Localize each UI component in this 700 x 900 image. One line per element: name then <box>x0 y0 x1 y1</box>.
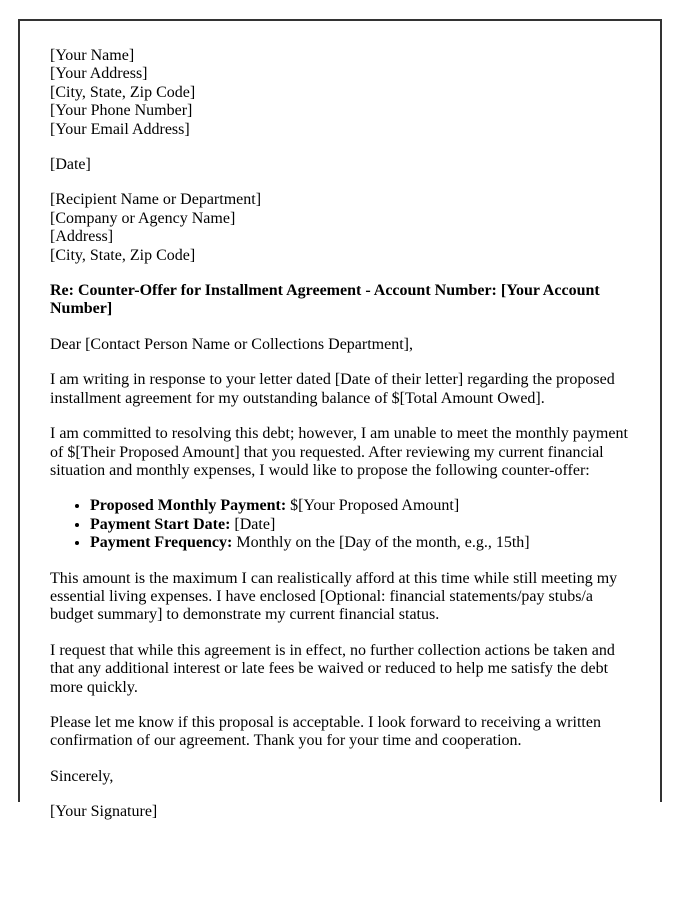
recipient-company: [Company or Agency Name] <box>50 209 236 227</box>
paragraph-intro: I am writing in response to your letter dated [Date of their letter] regarding the proposed installment agreement for my outstanding balance of $[Total Amount Owed]. <box>50 371 615 407</box>
letter-date: [Date] <box>50 156 91 174</box>
recipient-name: [Recipient Name or Department] <box>50 191 262 209</box>
sender-address-block <box>50 47 632 139</box>
term-label: Payment Frequency: <box>90 534 233 552</box>
term-payment-frequency <box>90 534 632 552</box>
recipient-city-state-zip: [City, State, Zip Code] <box>50 246 196 264</box>
sender-phone: [Your Phone Number] <box>50 102 193 120</box>
term-label: Proposed Monthly Payment: <box>90 497 287 515</box>
paragraph-commitment: I am committed to resolving this debt; however, I am unable to meet the monthly payment of $[Their Proposed Amount] that you requested. After reviewing my current financial situation and monthly expenses, I would like to propose the following counter-offer: <box>50 425 628 479</box>
letter-document <box>18 19 662 821</box>
signoff: Sincerely, <box>50 767 114 785</box>
term-value: [Date] <box>230 515 276 533</box>
paragraph-closing: Please let me know if this proposal is acceptable. I look forward to receiving a written confirmation of our agreement. Thank you for your time and cooperation. <box>50 713 601 750</box>
term-label: Payment Start Date: <box>90 515 231 533</box>
recipient-address: [Address] <box>50 228 114 246</box>
salutation: Dear [Contact Person Name or Collections Department], <box>50 335 413 353</box>
sender-address: [Your Address] <box>50 65 148 83</box>
recipient-address-block <box>50 191 632 265</box>
paragraph-request: I request that while this agreement is in effect, no further collection actions be taken and that any additional interest or late fees be waived or reduced to help me satisfy the debt more quickly. <box>50 641 615 696</box>
term-value: Monthly on the [Day of the month, e.g., 15th] <box>232 534 530 552</box>
counter-offer-terms-list <box>50 497 632 552</box>
term-payment-start-date <box>90 516 632 534</box>
subject-line: Re: Counter-Offer for Installment Agreement - Account Number: [Your Account Number] <box>50 282 600 318</box>
sender-name: [Your Name] <box>50 47 135 64</box>
term-value: $[Your Proposed Amount] <box>286 497 460 515</box>
sender-email: [Your Email Address] <box>50 120 190 138</box>
paragraph-affordability: This amount is the maximum I can realistically afford at this time while still meeting my essential living expenses. I have enclosed [Optional: financial statements/pay stubs/a budget summary] to demonstrate my current financial status. <box>50 569 618 624</box>
sender-city-state-zip: [City, State, Zip Code] <box>50 83 196 101</box>
term-proposed-monthly-payment <box>90 497 632 515</box>
signature-placeholder: [Your Signature] <box>50 803 158 821</box>
